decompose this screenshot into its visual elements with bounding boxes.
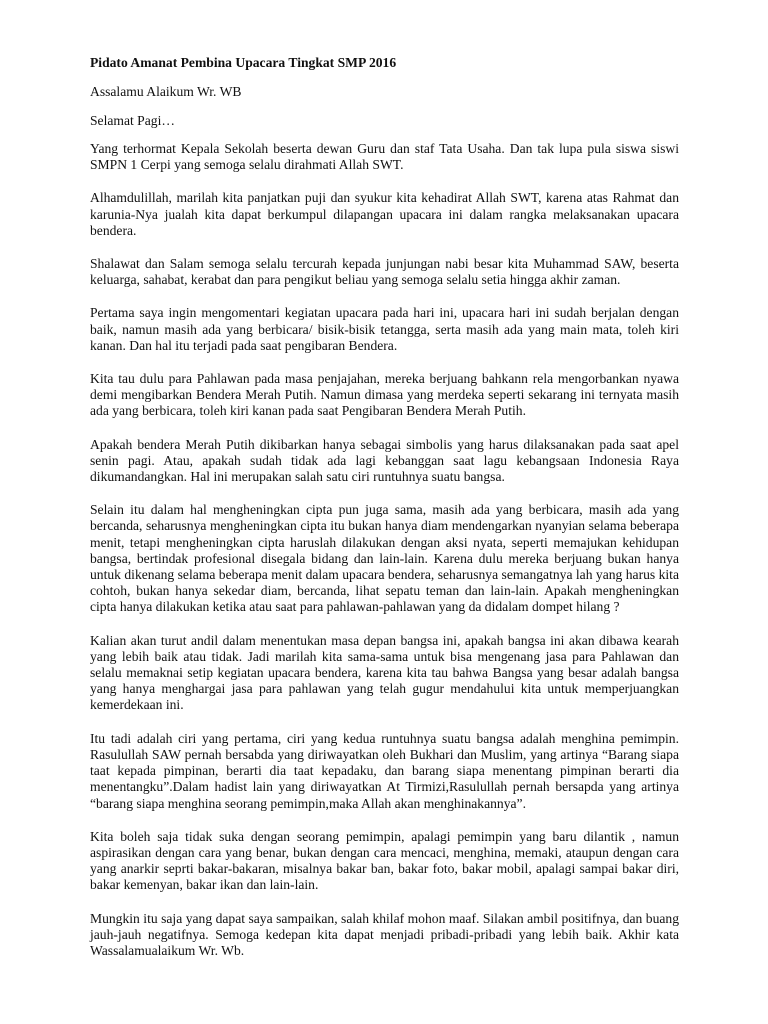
paragraph-gratitude: Alhamdulillah, marilah kita panjatkan puji dan syukur kita kehadirat Allah SWT, karena atas Rahmat dan karunia-Nya jualah kita dapat berkumpul dilapangan upacara ini dalam rangka melaksanakan upacara bendera. — [90, 190, 679, 238]
opening-line: Selamat Pagi… — [90, 113, 175, 128]
paragraph-flag-meaning: Apakah bendera Merah Putih dikibarkan hanya sebagai simbolis yang harus dilaksanakan pada saat apel senin pagi. Atau, apakah sudah tidak ada lagi kebanggan saat lagu kebangsaan Indonesia Raya dikumandangkan. Hal ini merupakan salah satu ciri runtuhnya suatu bangsa. — [90, 436, 679, 485]
paragraph-salutation: Yang terhormat Kepala Sekolah beserta dewan Guru dan staf Tata Usaha. Dan tak lupa pula siswa siswi SMPN 1 Cerpi yang semoga selalu dirahmati Allah SWT. — [90, 141, 679, 173]
greeting-line: Assalamu Alaikum Wr. WB — [90, 84, 242, 99]
paragraph-ceremony-comment: Pertama saya ingin mengomentari kegiatan upacara pada hari ini, upacara hari ini sudah berjalan dengan baik, namun masih ada yang berbicara/ bisik-bisik tetangga, serta masih ada yang main mata, toleh kiri kanan. Dan hal itu terjadi pada saat pengibaran Bendera. — [90, 305, 679, 353]
paragraph-shalawat: Shalawat dan Salam semoga selalu tercurah kepada junjungan nabi besar kita Muhammad SAW, beserta keluarga, sahabat, kerabat dan para pengikut beliau yang semoga selalu setia hingga akhir zaman. — [90, 256, 679, 288]
paragraph-closing: Mungkin itu saja yang dapat saya sampaikan, salah khilaf mohon maaf. Silakan ambil positifnya, dan buang jauh-jauh negatifnya. Semoga kedepan kita dapat menjadi pribadi-pribadi yang lebih baik. Akhir kata Wassalamualaikum Wr. Wb. — [90, 910, 679, 958]
paragraph-second-sign: Itu tadi adalah ciri yang pertama, ciri yang kedua runtuhnya suatu bangsa adalah menghina pemimpin. Rasulullah SAW pernah bersabda yang diriwayatkan oleh Bukhari dan Muslim, yang artinya “Barang siapa taat kepada pimpinan, berarti dia taat kepadaku, dan barang siapa menentang pimpinan berarti dia menentangku”.Dalam hadist lain yang diriwayatkan At Tirmizi,Rasulullah pernah bersapda yang artinya “barang siapa menghina seorang pemimpin,maka Allah akan menghinakannya”. — [90, 730, 679, 811]
paragraph-heroes: Kita tau dulu para Pahlawan pada masa penjajahan, mereka berjuang bahkann rela mengorbankan nyawa demi mengibarkan Bendera Merah Putih. Namun dimasa yang merdeka seperti sekarang ini ternyata masih ada yang berbicara, toleh kiri kanan pada saat Pengibaran Bendera Merah Putih. — [90, 371, 679, 419]
paragraph-moment-of-silence: Selain itu dalam hal mengheningkan cipta pun juga sama, masih ada yang berbicara, masih ada yang bercanda, seharusnya mengheningkan cipta itu bukan hanya diam mendengarkan nyanyian selama beberapa menit, tetapi mengheningkan cipta haruslah dilakukan dengan aksi nyata, seperti memajukan kehidupan bangsa, bertindak profesional disegala bidang dan lain-lain. Karena dulu mereka berjuang bukan hanya untuk dikenang selama beberapa menit dalam upacara bendera, seharusnya semangatnya lah yang harus kita cohtoh, bukan hanya sekedar diam, bercanda, lihat sepatu teman dan lain-lain. Apakah mengheningkan cipta hanya dilakukan ketika atau saat para pahlawan-pahlawan yang da didalam dompet hilang ? — [90, 502, 679, 615]
document-title: Pidato Amanat Pembina Upacara Tingkat SMP 2016 — [90, 55, 397, 70]
paragraph-nation-future: Kalian akan turut andil dalam menentukan masa depan bangsa ini, apakah bangsa ini akan dibawa kearah yang lebih baik atau tidak. Jadi marilah kita sama-sama untuk bisa mengenang jasa para Pahlawan dan selalu memaknai setip kegiatan upacara bendera, karena kita tau bahwa Bangsa yang besar adalah bangsa yang hanya menghargai jasa para pahlawan yang telah gugur mendahului kita untuk memperjuangkan kemerdekaan ini. — [90, 632, 679, 713]
document-page — [90, 54, 679, 959]
paragraph-leader-respect: Kita boleh saja tidak suka dengan seorang pemimpin, apalagi pemimpin yang baru dilantik , namun aspirasikan dengan cara yang benar, bukan dengan cara mencaci, menghina, memaki, ataupun dengan cara yang anarkir seprti bakar-bakaran, misalnya bakar ban, bakar foto, bakar mobil, apalagi sampai bakar diri, bakar kemenyan, bakar ikan dan lain-lain. — [90, 828, 679, 893]
